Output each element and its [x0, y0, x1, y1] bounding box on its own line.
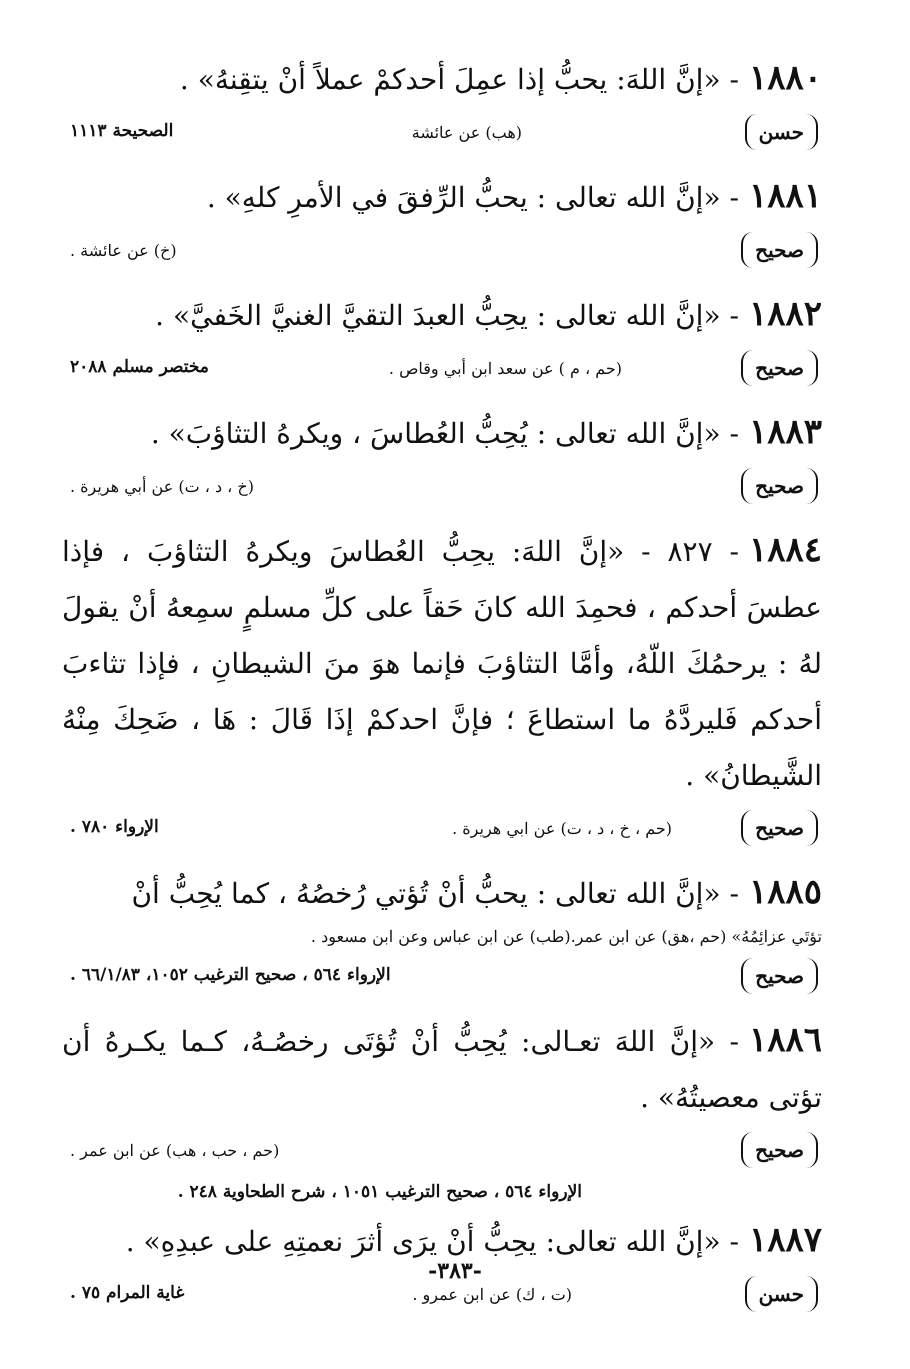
hadith-reference: غاية المرام ٧٥ .: [70, 1283, 185, 1303]
hadith-text: [62, 404, 822, 462]
hadith-source: (خ) عن عائشة .: [70, 241, 177, 260]
hadith-number: ١٨٨٤: [748, 530, 822, 570]
grade-badge: صحيح: [741, 350, 818, 386]
hadith-meta: [62, 468, 822, 512]
hadith-meta: [62, 350, 822, 394]
hadith-number: ١٨٨١: [748, 176, 822, 216]
hadith-reference: الصحيحة ١١١٣: [70, 121, 174, 141]
hadith-text: [62, 50, 822, 108]
hadith-entry: [62, 864, 822, 1002]
hadith-text: [62, 522, 822, 804]
hadith-reference: الإرواء ٥٦٤ ، صحيح الترغيب ١٠٥١ ، شرح الطحاوية ٢٤٨ .: [177, 1182, 582, 1202]
hadith-meta: [62, 810, 822, 854]
hadith-matn: - «إنَّ الله تعالى : يُحِبُّ العُطاسَ ، ويكرهُ التثاؤبَ» .: [150, 417, 739, 450]
hadith-number: ١٨٨٦: [748, 1020, 822, 1060]
hadith-source: (حم ، حب ، هب) عن ابن عمر .: [70, 1141, 280, 1160]
hadith-source: (خ ، د ، ت) عن أبي هريرة .: [70, 477, 254, 496]
hadith-entry: [62, 286, 822, 394]
hadith-meta: [62, 114, 822, 158]
grade-badge: صحيح: [741, 232, 818, 268]
grade-badge: صحيح: [741, 810, 818, 846]
hadith-text: [62, 286, 822, 344]
hadith-text: [62, 168, 822, 226]
hadith-matn: - «إنَّ الله تعالى: يحِبُّ أنْ يرَى أثرَ نعمتِهِ على عبدِهِ» .: [125, 1225, 739, 1258]
hadith-matn: - «إنَّ الله تعالى : يحبُّ الرِّفقَ في الأمرِ كلهِ» .: [206, 181, 739, 214]
hadith-meta: [62, 958, 822, 1002]
hadith-entry: [62, 50, 822, 158]
hadith-text: [62, 1012, 822, 1126]
hadith-page: [62, 50, 822, 1330]
hadith-source: (حم ، خ ، د ، ت) عن ابي هريرة .: [452, 819, 672, 838]
grade-badge: صحيح: [741, 958, 818, 994]
hadith-reference: مختصر مسلم ٢٠٨٨: [70, 357, 209, 377]
hadith-number: ١٨٨٥: [748, 872, 822, 912]
grade-badge: صحيح: [741, 468, 818, 504]
hadith-matn: - «إنَّ اللهَ: يحبُّ إذا عمِلَ أحدكمْ عملاً أنْ يتقِنهُ» .: [179, 63, 739, 96]
hadith-number: ١٨٨٣: [748, 412, 822, 452]
hadith-number: ١٨٨٧: [748, 1220, 822, 1260]
grade-badge: صحيح: [741, 1132, 818, 1168]
hadith-source: (حم ، م ) عن سعد ابن أبي وقاص .: [388, 359, 622, 378]
hadith-entry: [62, 168, 822, 276]
hadith-entry: [62, 1012, 822, 1202]
hadith-matn: - ٨٢٧ - «إنَّ اللهَ: يحِبُّ العُطاسَ ويكرهُ التثاؤبَ ، فإذا عطسَ أحدكم ، فحمِدَ الله كانَ حَقاً على كلِّ مسلمٍ سمِعهُ أنْ يقولَ لهُ : يرحمُكَ اللّهُ، وأمَّا التثاؤبَ فإنما هوَ منَ الشيطانِ ، فإذا تثاءبَ أحدكم فَليردَّهُ ما استطاعَ ؛ فإنَّ احدكمْ إذَا قَالَ : هَا ، ضَحِكَ مِنْهُ الشَّيطانُ» .: [62, 535, 822, 792]
hadith-number: ١٨٨٢: [748, 294, 822, 334]
hadith-matn: - «إنَّ اللهَ تعـالى: يُحِبُّ أنْ تُؤتَى رخصُـهُ، كـما يكـرهُ أن تؤتى معصيتُهُ» .: [62, 1025, 822, 1114]
hadith-entry: [62, 522, 822, 854]
hadith-matn: - «إنَّ الله تعالى : يحِبُّ العبدَ التقيَّ الغنيَّ الخَفيَّ» .: [155, 299, 739, 332]
hadith-number: ١٨٨٠: [748, 58, 822, 98]
hadith-meta: [62, 232, 822, 276]
hadith-reference: الإرواء ٧٨٠ .: [70, 817, 159, 837]
hadith-text: [62, 864, 822, 922]
hadith-reference: الإرواء ٥٦٤ ، صحيح الترغيب ١٠٥٢، ٦٦/١/٨٣ .: [70, 965, 391, 985]
grade-badge: حسن: [745, 1276, 818, 1312]
hadith-source: (هب) عن عائشة: [411, 123, 522, 142]
hadith-continuation: تؤتَي عزائِمُهُ» (حم ،هق) عن ابن عمر.(طب) عن ابن عباس وعن ابن مسعود .: [310, 927, 822, 946]
hadith-matn: - «إنَّ الله تعالى : يحبُّ أنْ تُؤتي رُخصُهُ ، كما يُحِبُّ أنْ: [131, 877, 739, 910]
grade-badge: حسن: [745, 114, 818, 150]
hadith-entry: [62, 404, 822, 512]
page-number: -٣٨٣-: [428, 1258, 482, 1284]
hadith-meta: [62, 1132, 822, 1176]
hadith-source: (ت ، ك) عن ابن عمرو .: [412, 1285, 572, 1304]
